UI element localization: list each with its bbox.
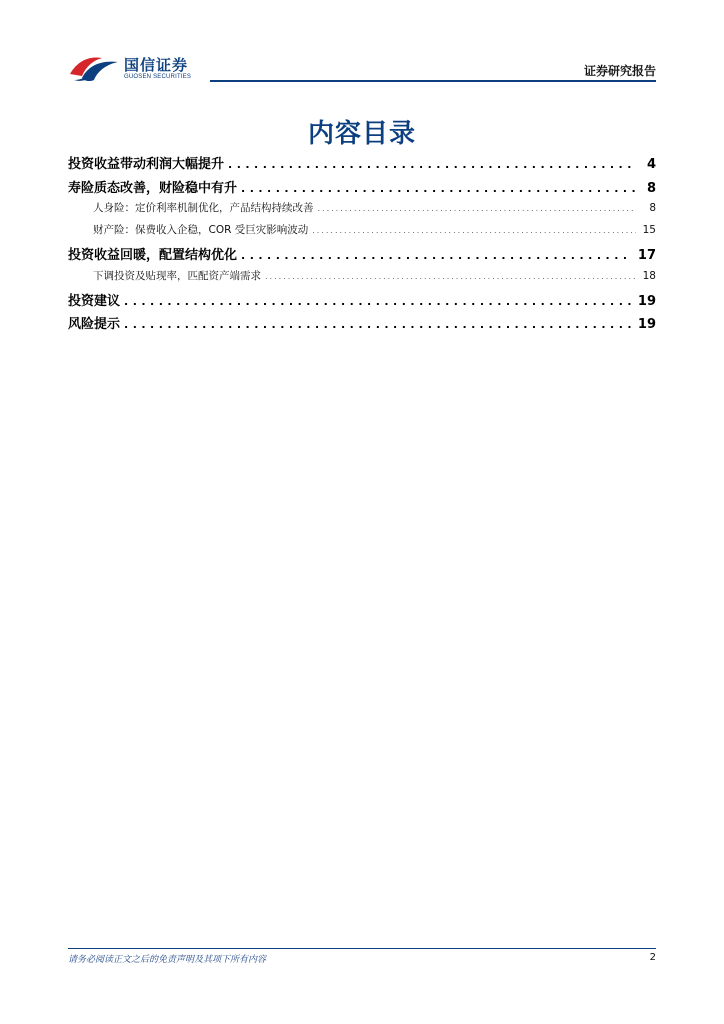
toc-leader-dots	[228, 158, 636, 171]
toc-leader-dots	[241, 249, 632, 262]
report-type-label: 证券研究报告	[583, 64, 656, 78]
logo-chinese-name: 国信证券	[124, 56, 189, 74]
toc-entry[interactable]	[68, 244, 656, 268]
toc-entry[interactable]	[68, 153, 656, 177]
toc-entry-label: 财产险：保费收入企稳，COR 受巨灾影响波动	[93, 224, 309, 236]
toc-entry-page: 8	[649, 202, 656, 214]
toc-leader-dots	[318, 204, 637, 213]
toc-entry-label: 风险提示	[68, 317, 121, 332]
toc-entry-label: 寿险质态改善，财险稳中有升	[68, 180, 238, 196]
page-header	[68, 48, 656, 84]
logo-english-name: GUOSEN SECURITIES	[124, 74, 192, 80]
toc-subentry[interactable]	[68, 200, 656, 222]
toc-entry-label: 下调投资及贴现率，匹配资产端需求	[93, 269, 261, 282]
toc-entry-page: 17	[637, 248, 656, 263]
toc-entry-page: 18	[642, 269, 656, 282]
toc-title: 内容目录	[307, 119, 416, 149]
toc-entry-page: 19	[637, 293, 656, 309]
toc-entry[interactable]	[68, 177, 656, 201]
toc-entry-page: 4	[646, 157, 656, 172]
toc-leader-dots	[124, 295, 632, 308]
footer-divider	[68, 948, 656, 949]
toc-leader-dots	[241, 182, 636, 195]
toc-leader-dots	[265, 272, 636, 281]
toc-entry[interactable]	[68, 290, 656, 314]
toc-leader-dots	[312, 226, 636, 235]
guosen-logo	[68, 50, 208, 84]
toc-entry-label: 投资建议	[68, 293, 121, 309]
table-of-contents	[68, 153, 656, 337]
footer-disclaimer: 请务必阅读正文之后的免责声明及其项下所有内容	[68, 955, 267, 965]
toc-entry-page: 19	[637, 317, 656, 332]
toc-entry-page: 8	[646, 180, 656, 196]
toc-entry[interactable]	[68, 313, 656, 337]
toc-subentry[interactable]	[68, 268, 656, 290]
page-number: 2	[649, 952, 656, 963]
toc-entry-label: 人身险：定价利率机制优化，产品结构持续改善	[93, 202, 314, 214]
toc-entry-page: 15	[642, 224, 656, 236]
toc-entry-label: 投资收益回暖，配置结构优化	[68, 248, 238, 263]
toc-subentry[interactable]	[68, 222, 656, 244]
header-divider	[210, 80, 656, 82]
toc-leader-dots	[124, 318, 632, 331]
guosen-logo-icon	[68, 50, 122, 84]
toc-entry-label: 投资收益带动利润大幅提升	[68, 157, 225, 172]
